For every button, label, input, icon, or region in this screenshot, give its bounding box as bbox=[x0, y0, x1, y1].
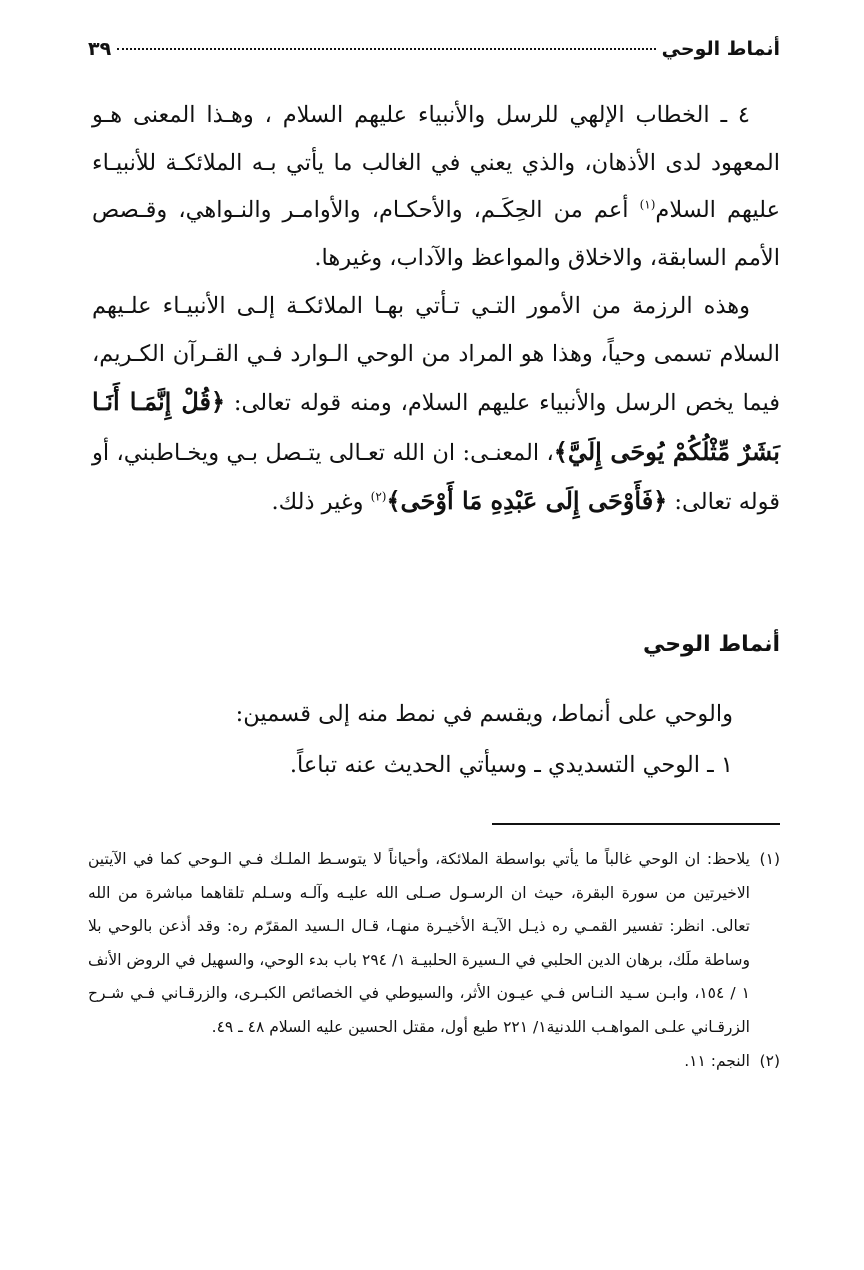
footnote-number: (١) bbox=[759, 850, 780, 868]
paragraph-2: وهذه الرزمة من الأمور التـي تـأتي بهـا الملائكـة إلـى الأنبيـاء علـيهم السلام تسمى وحياً، وهذا هو المراد من الوحي الـوارد فـي القـرآن الكـريم، فيما يخص الرسل والأنبياء عليهم السلام، ومنه قوله تعالى: ﴿قُلْ إِنَّمَـا أَنَـا بَشَرٌ مِّثْلُكُمْ يُوحَى إِلَيَّ﴾، المعنـى: ان الله تعـالى يتـصل بـي ويخـاطبني، أو قوله تعالى: ﴿فَأَوْحَى إِلَى عَبْدِهِ مَا أَوْحَى﴾$^{(٢)}$ وغير ذلك. bbox=[92, 293, 780, 515]
section-heading: أنماط الوحي bbox=[642, 632, 780, 657]
section-body bbox=[92, 689, 733, 791]
main-text bbox=[92, 92, 780, 527]
quran-verse-2: ﴿فَأَوْحَى إِلَى عَبْدِهِ مَا أَوْحَى﴾ bbox=[386, 486, 668, 515]
paragraph-1: ٤ ـ الخطاب الإلهي للرسل والأنبياء عليهم السلام ، وهـذا المعنى هـو المعهود لدى الأذهان، والذي يعني في الغالب ما يأتي بـه الملائكـة للأنبيـاء عليهم السلام$^{(١)}$ أعم من الحِكَـم، والأحكـام، والأوامـر والنـواهي، وقـصص الأمم السابقة، والاخلاق والمواعظ والآداب، وغيرها. bbox=[92, 102, 780, 271]
page-number: ٣٩ bbox=[88, 38, 112, 60]
footnote-text: النجم: ١١. bbox=[684, 1051, 750, 1070]
footnote-ref-2[interactable]: (٢) bbox=[370, 489, 387, 504]
running-title: أنماط الوحي bbox=[661, 38, 780, 60]
footnote-separator bbox=[492, 823, 780, 825]
footnote-number: (٢) bbox=[759, 1051, 780, 1070]
footnotes bbox=[88, 843, 780, 1078]
section-intro: والوحي على أنماط، ويقسم في نمط منه إلى قسمين: bbox=[235, 701, 733, 727]
dotted-leader bbox=[117, 48, 655, 50]
quran-verse-1: ﴿قُلْ إِنَّمَـا أَنَـا بَشَرٌ مِّثْلُكُمْ يُوحَى إِلَيَّ﴾ bbox=[92, 387, 780, 466]
footnote-text: يلاحظ: ان الوحي غالباً ما يأتي بواسطة الملائكة، وأحياناً لا يتوسـط الملـك فـي الـوحي كما في الآيتين الاخيرتين من سورة البقرة، حيث ان الرسـول صـلى الله عليـه وآلـه وسـلم تلقاهما مباشرة من الله تعالى. انظر: تفسير القمـي ره ذيـل الآيـة الأخيـرة منهـا، قـال الـسيد المقرّم ره: وقد أذعن بالوحي بلا وساطة ملَك، برهان الدين الحلبي في الـسيرة الحلبيـة ١/ ٢٩٤ باب بدء الوحي، والسهيل في الروض الأنف ١ / ١٥٤، وابـن سـيد النـاس فـي عيـون الأثر، والسيوطي في الخصائص الكبـرى، والزرقـاني فـي شـرح الزرقـاني علـى المواهـب اللدنية١/ ٢٢١ طبع أول، مقتل الحسين عليه السلام ٤٨ ـ ٤٩. bbox=[88, 850, 751, 1036]
footnote-2 bbox=[88, 1045, 780, 1079]
footnote-1 bbox=[88, 843, 780, 1045]
running-header bbox=[88, 38, 780, 60]
list-item: ١ ـ الوحي التسديدي ـ وسيأتي الحديث عنه تباعاً. bbox=[289, 752, 733, 778]
footnote-ref-1[interactable]: (١) bbox=[639, 197, 656, 212]
